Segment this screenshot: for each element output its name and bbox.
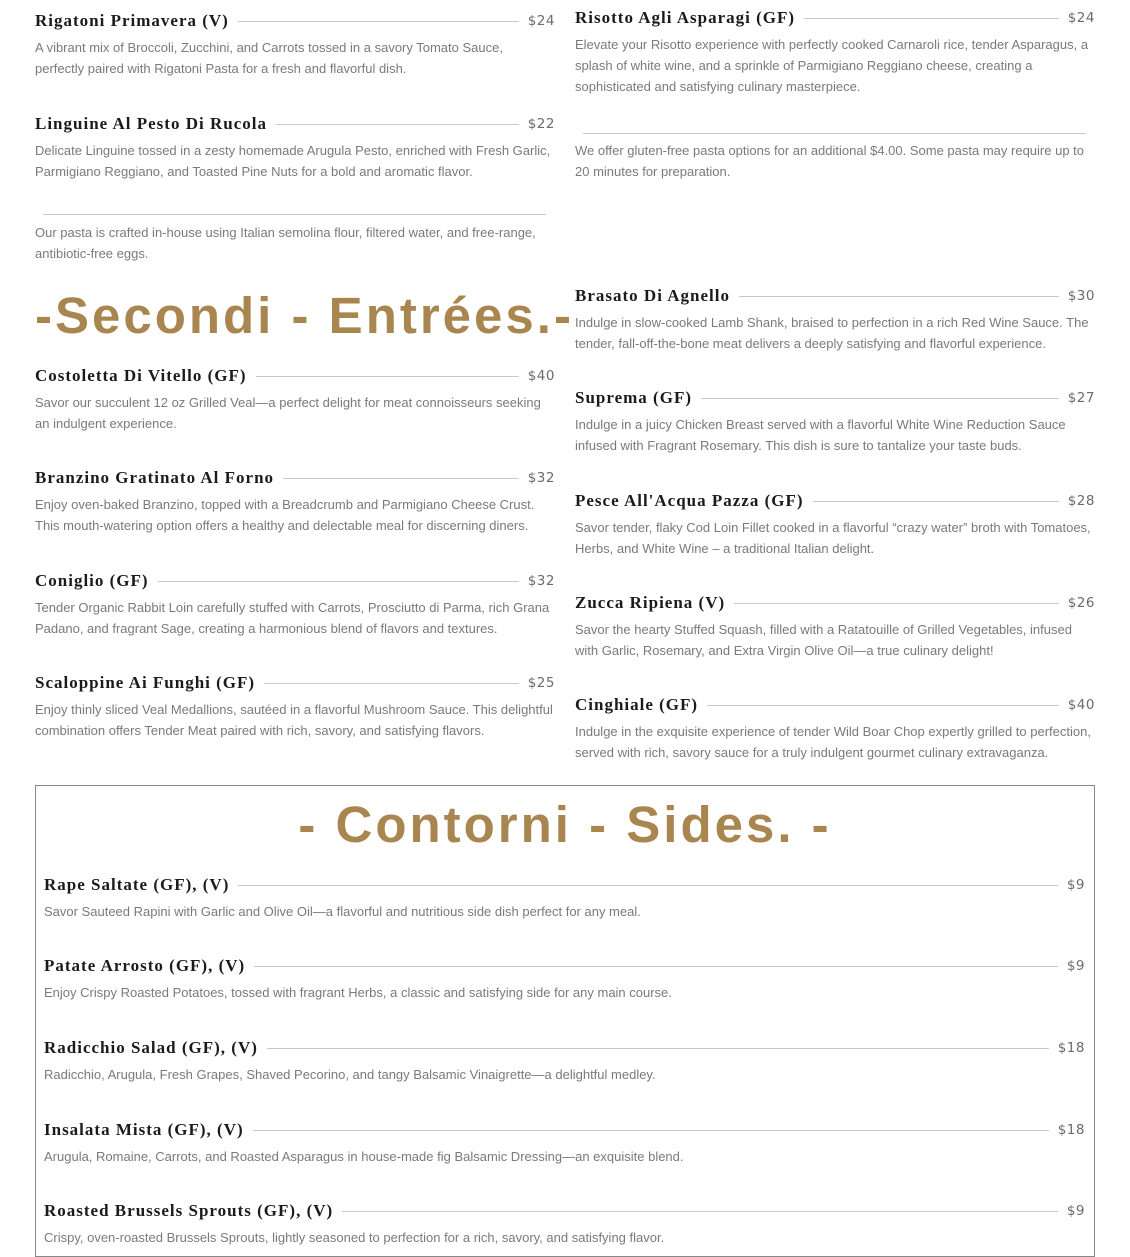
item-price: $24 [527,13,555,29]
item-name: Costoletta Di Vitello (GF) [35,366,247,385]
leader-line [267,1048,1049,1049]
item-price: $18 [1057,1040,1085,1056]
menu-item [575,6,1095,97]
item-name: Branzino Gratinato Al Forno [35,468,275,487]
section-divider [583,133,1086,134]
leader-line [701,398,1059,399]
item-price: $32 [527,573,555,589]
item-description: Savor the hearty Stuffed Squash, filled with a Ratatouille of Grilled Vegetables, infused with Garlic, Rosemary, and Extra Virgin Olive Oil—a true culinary delight! [575,622,1072,658]
leader-line [238,885,1057,886]
menu-item [35,112,555,182]
section-title-sides: - Contorni - Sides. - [298,796,832,853]
menu-item [575,386,1095,456]
item-price: $32 [527,470,555,486]
item-price: $24 [1067,10,1095,26]
item-description: Enjoy Crispy Roasted Potatoes, tossed with fragrant Herbs, a classic and satisfying side for any main course. [44,985,672,1000]
item-name: Roasted Brussels Sprouts (GF), (V) [44,1201,334,1220]
menu-item [35,9,555,79]
menu-item [44,1036,1085,1085]
menu-item [44,954,1085,1003]
leader-line [813,501,1059,502]
item-price: $18 [1057,1122,1085,1138]
item-price: $26 [1067,595,1095,611]
item-name: Cinghiale (GF) [575,695,699,714]
leader-line [264,683,519,684]
item-description: Indulge in slow-cooked Lamb Shank, braised to perfection in a rich Red Wine Sauce. The tender, fall-off-the-bone meat delivers a deeply satisfying and flavorful experience. [575,315,1089,351]
leader-line [739,296,1059,297]
leader-line [256,376,519,377]
leader-line [342,1211,1058,1212]
item-description: Savor Sauteed Rapini with Garlic and Olive Oil—a flavorful and nutritious side dish perfect for any meal. [44,904,641,919]
item-description: Savor our succulent 12 oz Grilled Veal—a perfect delight for meat connoisseurs seeking an indulgent experience. [35,395,541,431]
section-divider [43,214,546,215]
item-name: Insalata Mista (GF), (V) [44,1120,244,1139]
item-name: Linguine Al Pesto Di Rucola [35,114,267,133]
sides-section [35,785,1095,1257]
item-name: Patate Arrosto (GF), (V) [44,956,246,975]
item-price: $9 [1066,958,1085,974]
section-title-secondi: -Secondi - Entrées.- [35,287,574,344]
leader-line [253,1130,1049,1131]
menu-item [35,466,555,536]
menu-item [35,364,555,434]
gluten-free-note: We offer gluten-free pasta options for an additional $4.00. Some pasta may require up to 20 minutes for preparation. [575,143,1084,179]
menu-item [575,693,1095,763]
item-price: $9 [1066,877,1085,893]
pasta-note: Our pasta is crafted in-house using Italian semolina flour, filtered water, and free-range, antibiotic-free eggs. [35,225,536,261]
item-name: Risotto Agli Asparagi (GF) [575,8,796,27]
leader-line [707,705,1059,706]
leader-line [283,478,519,479]
item-price: $9 [1066,1203,1085,1219]
leader-line [254,966,1058,967]
item-name: Rigatoni Primavera (V) [35,11,229,30]
item-description: Tender Organic Rabbit Loin carefully stuffed with Carrots, Prosciutto di Parma, rich Grana Padano, and fragrant Sage, creating a harmonious blend of flavors and textures. [35,600,550,636]
item-price: $25 [527,675,555,691]
item-price: $22 [527,116,555,132]
item-price: $30 [1067,288,1095,304]
item-description: Enjoy thinly sliced Veal Medallions, sautéed in a flavorful Mushroom Sauce. This delightful combination offers Tender Meat paired with rich, savory, and satisfying flavors. [35,702,553,738]
menu-item [35,671,555,741]
item-description: Indulge in the exquisite experience of tender Wild Boar Chop expertly grilled to perfection, served with rich, savory sauce for a truly indulgent gourmet culinary extravaganza. [575,724,1091,760]
item-name: Coniglio (GF) [35,571,149,590]
menu-item [44,1118,1085,1167]
item-price: $27 [1067,390,1095,406]
leader-line [804,18,1059,19]
item-price: $40 [527,368,555,384]
item-name: Scaloppine Ai Funghi (GF) [35,673,256,692]
leader-line [238,21,519,22]
menu-item [575,284,1095,354]
leader-line [276,124,519,125]
item-name: Zucca Ripiena (V) [575,593,726,612]
item-description: Savor tender, flaky Cod Loin Fillet cooked in a flavorful “crazy water” broth with Tomatoes, Herbs, and White Wine – a traditional Italian delight. [575,520,1091,556]
item-description: Crispy, oven-roasted Brussels Sprouts, lightly seasoned to perfection for a rich, savory, and satisfying flavor. [44,1230,665,1245]
item-name: Pesce All'Acqua Pazza (GF) [575,491,804,510]
menu-item [44,1199,1085,1248]
leader-line [158,581,519,582]
item-description: Indulge in a juicy Chicken Breast served with a flavorful White Wine Reduction Sauce infused with Fragrant Rosemary. This dish is sure to tantalize your taste buds. [575,417,1066,453]
item-description: Arugula, Romaine, Carrots, and Roasted Asparagus in house-made fig Balsamic Dressing—an exquisite blend. [44,1149,684,1164]
item-description: Delicate Linguine tossed in a zesty homemade Arugula Pesto, enriched with Fresh Garlic, Parmigiano Reggiano, and Toasted Pine Nuts for a bold and aromatic flavor. [35,143,551,179]
menu-item [575,591,1095,661]
item-description: Radicchio, Arugula, Fresh Grapes, Shaved Pecorino, and tangy Balsamic Vinaigrette—a delightful medley. [44,1067,656,1082]
item-name: Brasato Di Agnello [575,286,730,305]
item-price: $28 [1067,493,1095,509]
item-name: Radicchio Salad (GF), (V) [44,1038,258,1057]
menu-item [35,569,555,639]
item-description: Enjoy oven-baked Branzino, topped with a Breadcrumb and Parmigiano Cheese Crust. This mouth-watering option offers a healthy and delectable meal for discerning diners. [35,497,535,533]
menu-item [44,873,1085,922]
item-description: A vibrant mix of Broccoli, Zucchini, and Carrots tossed in a savory Tomato Sauce, perfectly paired with Rigatoni Pasta for a fresh and flavorful dish. [35,40,503,76]
item-name: Rape Saltate (GF), (V) [44,875,230,894]
menu-item [575,489,1095,559]
item-description: Elevate your Risotto experience with perfectly cooked Carnaroli rice, tender Asparagus, a splash of white wine, and a sprinkle of Parmigiano Reggiano cheese, creating a sophisticated and satisfying culinary masterpiece. [575,37,1089,94]
item-name: Suprema (GF) [575,388,692,407]
leader-line [734,603,1059,604]
item-price: $40 [1067,697,1095,713]
